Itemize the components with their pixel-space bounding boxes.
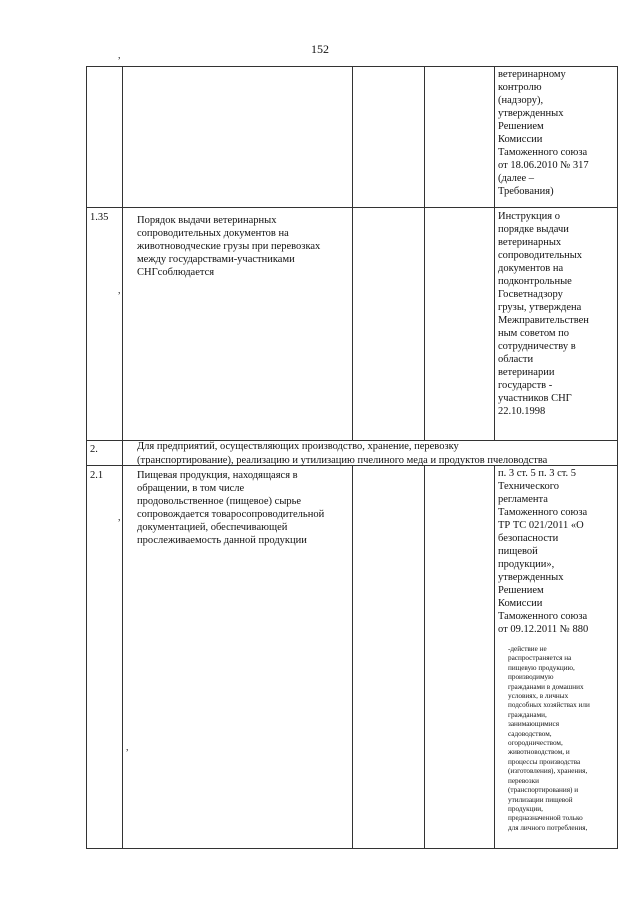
scan-mark: ,	[118, 50, 121, 61]
row-number: 2.1	[90, 470, 104, 481]
scan-mark: ,	[118, 285, 121, 296]
scan-mark: ,	[126, 742, 129, 753]
reference-cell: ветеринарному контролю (надзору), утвержденных Решением Комиссии Таможенного союза от 18.06.2010 № 317 (далее – Требования)	[498, 69, 589, 197]
row-number: 1.35	[90, 212, 109, 223]
scan-mark: ,	[118, 512, 121, 523]
section-title: Для предприятий, осуществляющих производство, хранение, перевозку (транспортирование), реализацию и утилизацию пчелиного меда и продуктов пчеловодства	[137, 441, 548, 466]
page-number: 152	[311, 42, 329, 56]
reference-cell: п. 3 ст. 5 п. 3 ст. 5 Технического регламента Таможенного союза ТР ТС 021/2011 «О безопасности пищевой продукции», утвержденных Решением Комиссии Таможенного союза от 09.12.2011 № 880	[498, 468, 589, 635]
footnote-cell: -действие не распространяется на пищевую продукцию, производимую гражданами в домашних условиях, в личных подсобных хозяйствах или гражданами, занимающимися садоводством, огородничеством, животноводством, и процессы производства (изготовления), хранения, перевозки (транспортирования) и утилизации пищевой продукции, предназначенной только для личного потребления,	[508, 645, 590, 832]
section-number: 2.	[90, 444, 98, 455]
requirement-cell: Пищевая продукция, находящаяся в обращении, в том числе продовольственное (пищевое) сырье сопровождается товаросопроводительной документацией, обеспечивающей прослеживаемость данной продукции	[137, 470, 325, 546]
reference-cell: Инструкция о порядке выдачи ветеринарных сопроводительных документов на подконтрольные Госветнадзору грузы, утверждена Межправительствен ным советом по сотрудничеству в области ветеринарии государств - участников СНГ 22.10.1998	[498, 211, 589, 417]
requirement-cell: Порядок выдачи ветеринарных сопроводительных документов на животноводческие грузы при перевозках между государствами-участниками СНГсоблюдается	[137, 215, 321, 278]
